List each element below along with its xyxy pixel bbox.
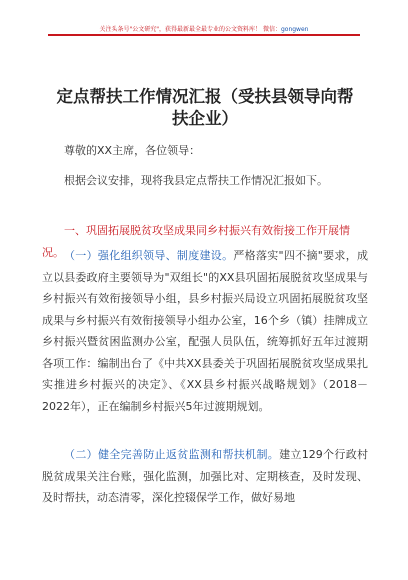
paragraph-monitoring	[42, 444, 368, 509]
banner-wechat: gongwen	[280, 26, 309, 33]
section-heading: 一、巩固拓展脱贫攻坚成果同乡村振兴有效衔接工作开展情况。	[42, 224, 350, 259]
paragraph-organization-body: 严格落实"四不摘"要求，成立以县委政府主要领导为"双组长"的XX县巩固拓展脱贫攻坚成果与乡村振兴有效衔接领导小组，县乡村振兴局设立巩固拓展脱贫攻坚成果与乡村振兴有效衔接领导小组办公室，16个乡（镇）挂牌成立乡村振兴暨贫困监测办公室，配强人员队伍，统筹抓好五年过渡期各项工作：编制出台了《中共XX县委关于巩固拓展脱贫攻坚成果扎实推进乡村振兴的决定》、《XX县乡村振兴战略规划》（2018－2022年），正在编制乡村振兴5年过渡期规划。	[42, 249, 368, 413]
paragraph-monitoring-lead: （二）健全完善防止返贫监测和帮扶机制。	[64, 448, 280, 461]
salutation: 尊敬的XX主席，各位领导：	[64, 144, 201, 157]
banner-text: 关注头条号"公文研究"，获得最新最全最专业的公文资料库！ 微信：	[99, 26, 281, 33]
paragraph-organization-lead: （一）强化组织领导、制度建设。	[64, 249, 234, 262]
top-banner	[0, 24, 408, 33]
intro-paragraph: 根据会议安排，现将我县定点帮扶工作情况汇报如下。	[64, 174, 328, 187]
paragraph-monitoring-body: 建立129个行政村脱贫成果关注台账，强化监测，加强比对、定期核查，及时发现、及时帮扶，动态清零，深化控辍保学工作，做好易地	[42, 448, 369, 504]
paragraph-organization	[42, 245, 368, 417]
document-title: 定点帮扶工作情况汇报（受扶县领导向帮扶企业）	[56, 87, 354, 128]
header-rule	[48, 34, 360, 36]
